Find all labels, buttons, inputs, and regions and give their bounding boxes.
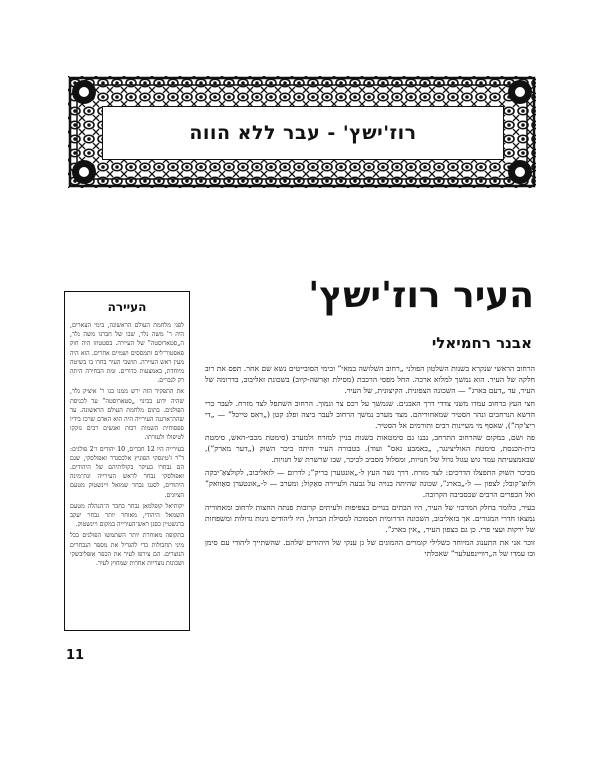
article-paragraph: הרחוב הראשי שנקרא בשנות השלטון הפולני „רחוב השלושה במאי” ובימי הסובייטים נשא שם אחר. תפס את רוב חלקה של העיר. הוא נמשך למלוא ארכה. החל מפסי הרכבת (מסילת ואַרשה-קיוב) בשכונת זאליבוב, בדרומה של העיר, עד „דעם בארג” — השכונה הצפונית. הקיצונית, של העיר. xyxy=(205,364,535,395)
article-paragraph: פה ושם, במקום שהרחוב התרחב, נבנו גם סימטאות בשנות בניין למזרח ולמערב (סימטת מכבי-האש, סימטת בית-הכנסת, סימטת האוליצינגר, „באמבע גאס” ועוד). בטבורה העיר היתה כיכר השוק („דער מארק”), שבאמצעיתה עמד גוש עגול גדול של חנויות, ומסלול מסביב לכיכר, שבו שרשרת של חנויות. xyxy=(205,433,535,465)
article-title: העיר רוז'ישץ' xyxy=(308,275,534,316)
sidebar-paragraph: לפני מלחמת העולם הראשונה, בימי הצארים, היה ר' משה נלר, שבו של חברנו משה נלר, ה„סטארוסטה” של העיירה. בסטטוזו היה חוק פאסטור־לים ותמססים ושמיים אחרים. הוא היה מעין ראש העיירה. תושבי העיר בחרו בו בשיטה מיוחדת, באמצעות כדורים. זמת הבחירה היתה רק לגברים. xyxy=(70,322,184,385)
article-paragraph: זוכר אני את התענוג המיוחד כשלילי קומרים ההמונים של גן ענקי של היהודים שלהם. שהשתייך ליהודי עם סימן ובו עמדו של ה„רוויינפעלער” שאכלתי xyxy=(205,537,535,558)
article-paragraph: חצי העץ ברחוב עמדו משני צדדי דרך האבנים. שנמשך על רכס צר ונמוך. הרחוב השתפל לצד מזרח. לעבר כרי הדשא הנרחבים ונהר הסטיר שמאחוריהם. מצד מערב נמשך הרחוב לעבר ביצה ופלג קטן („דאס טייכל” — „די ריצ'קה”), שאסף מי מעיינות רבים ותורמים אל הסטיר. xyxy=(205,398,535,430)
frame-title: רוז'ישץ' - עבר ללא הווה xyxy=(189,122,417,144)
article-paragraph: בעיר, כלומר בחלק המרכזי של העיר, היו הבתים בנויים בצפיפות ולעיתים קרובות פנתה החצות לרחוב ומאחוריה נמצאו חדרי המגורים. אך בזאליבוב, השכונה הדרומית הסמוכה למסילת הברזל, היו ליהודים גינות גדולות ומשפחות של ירקות ועצי פרי. כן גם בצפון העיר, „אין בארג”. xyxy=(205,502,535,534)
sidebar-paragraph: בתקופה מאוחרת יותר השתמשו הפולנים בכל מיני תחבולות כדי להגדיל את מספר הנבחרים הנוצרים. הם צירפו לעיר את הכפר אַזפּליבשקי ושכונות נוצריות אחרות שמחוץ לעיר. xyxy=(70,532,184,568)
sidebar-title: העיירה xyxy=(107,300,147,314)
sidebar-box xyxy=(64,291,190,631)
article-paragraph: מכיכר השוק התפצלו הדרכים: לצד מזרח. דרך גשר העץ ל-„אונטערן בריק”; לדרום — לזאליבוב, לקולצאַ־יבקה ולזוּצ־קובל; לצפון — ל-„בארג”, שכונה שהיתה בנויה על גבעה ולעיירה סאַקוֹל; ומערב — ל-„אונטערן סאַוואק” ואל הכפרים הרבים שבסביבה הקרובה. xyxy=(205,468,535,499)
sidebar-paragraph: את התפקיד הזה ירש ממנו בנו ר' איציק גלר, שהיה ידוע בכינוי „סטאַרוסטה” עד לכניסת הפולנים. בתום מלחמת העולם הראשונה. עד שהת־ארגנה העירייה היה הוא האדם שרכז בידיו ספסוחית השמות רבות ואנשים רבים נזקקו לטיפולו ולעזרתו. xyxy=(70,388,184,442)
title-box xyxy=(102,106,504,160)
sidebar-body xyxy=(70,321,184,568)
page-number: 11 xyxy=(66,648,85,663)
article-author: אבנר רחמיאלי xyxy=(431,334,532,352)
article-body xyxy=(205,364,535,561)
sidebar-paragraph: בעירייה היו 12 חברים, 10 יהודים ו־2 פולנים: ד"ר ז'טינסקי הפוניץ אלכסנדר זאפולסקי, שגם הם נבחרו בעיקר בקולותיהם של היהודים. זאפולסקי נבחר לראש העירייה ונת־מינה היהודים, לסגנו נבחר שמואל ויינשטוק מטעם הציונים. xyxy=(70,445,184,499)
sidebar-paragraph: יקותיאל קופלמאן נבחר כחבר ה־הנהלה מטעם השמאל היהודי, מאוחר יותר נבחר יעקב ברנשטיין כסגן ראש־העירייה במקום ויינשטוק. xyxy=(70,502,184,529)
title-frame xyxy=(68,76,536,188)
